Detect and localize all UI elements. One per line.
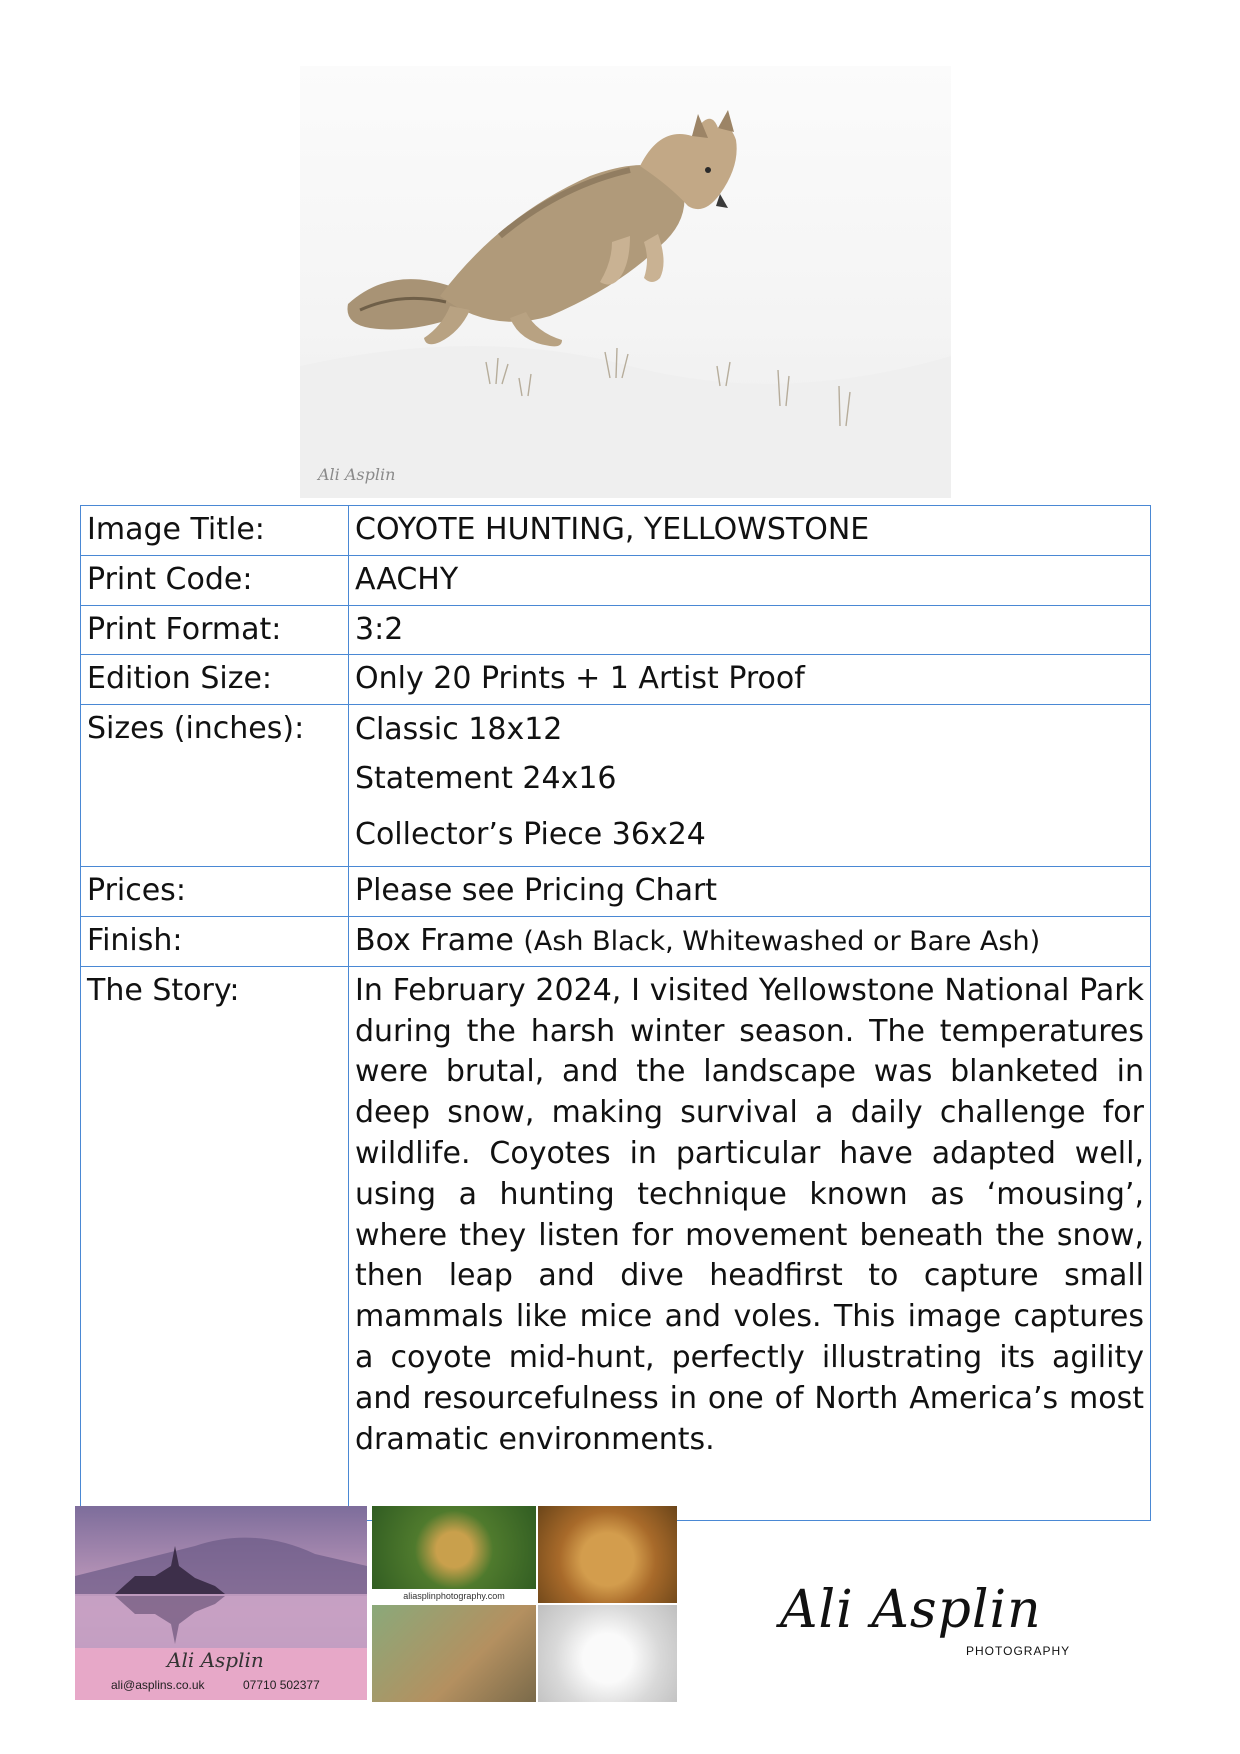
image-title-value: COYOTE HUNTING, YELLOWSTONE <box>349 506 1151 556</box>
brand-signature: Ali Asplin <box>780 1580 1042 1640</box>
table-row <box>81 867 1151 917</box>
print-format-label: Print Format: <box>81 605 349 655</box>
card-email: ali@asplins.co.uk <box>111 1678 205 1692</box>
prices-label: Prices: <box>81 867 349 917</box>
brand-logo <box>780 1580 1080 1670</box>
finish-value <box>349 916 1151 966</box>
size-classic: Classic 18x12 <box>355 712 563 748</box>
hero-signature-watermark: Ali Asplin <box>318 465 396 484</box>
collage-lion-photo <box>538 1506 677 1603</box>
photo-collage <box>372 1506 675 1700</box>
collage-birds-photo <box>372 1605 536 1702</box>
table-row <box>81 916 1151 966</box>
size-collectors-piece: Collector’s Piece 36x24 <box>355 816 706 852</box>
collage-polar-bear-photo <box>538 1605 677 1702</box>
table-row <box>81 705 1151 867</box>
story-label: The Story: <box>81 966 349 1521</box>
collage-website-url: aliasplinphotography.com <box>372 1589 536 1603</box>
card-phone: 07710 502377 <box>243 1678 320 1692</box>
print-code-value: AACHY <box>349 555 1151 605</box>
size-statement: Statement 24x16 <box>355 761 617 797</box>
table-row <box>81 555 1151 605</box>
table-row <box>81 966 1151 1521</box>
edition-size-label: Edition Size: <box>81 655 349 705</box>
print-code-label: Print Code: <box>81 555 349 605</box>
finish-options: (Ash Black, Whitewashed or Bare Ash) <box>523 925 1041 957</box>
print-format-value: 3:2 <box>349 605 1151 655</box>
edition-size-value: Only 20 Prints + 1 Artist Proof <box>349 655 1151 705</box>
coyote-illustration <box>300 66 951 498</box>
table-row <box>81 655 1151 705</box>
image-title-label: Image Title: <box>81 506 349 556</box>
story-text: In February 2024, I visited Yellowstone National Park during the harsh winter season. The temperatures were brutal, and the landscape was blanketed in deep snow, making survival a daily challenge for wildlife. Coyotes in particular have adapted well, using a hunting technique known as ‘mousing’, where they listen for movement beneath the snow, then leap and dive headfirst to capture small mammals like mice and voles. This image captures a coyote mid-hunt, perfectly illustrating its agility and resourcefulness in one of North America’s most dramatic environments. <box>349 966 1151 1521</box>
prices-value: Please see Pricing Chart <box>349 867 1151 917</box>
table-row <box>81 605 1151 655</box>
finish-label: Finish: <box>81 916 349 966</box>
brand-subtitle: PHOTOGRAPHY <box>966 1644 1071 1658</box>
sizes-value <box>349 705 1151 867</box>
finish-main: Box Frame <box>355 922 514 958</box>
sizes-label: Sizes (inches): <box>81 705 349 867</box>
table-row <box>81 506 1151 556</box>
hero-photo <box>300 66 951 498</box>
business-card-thumbnail <box>75 1506 367 1700</box>
collage-jaguar-photo <box>372 1506 536 1603</box>
card-signature: Ali Asplin <box>167 1648 264 1672</box>
print-spec-table <box>80 505 1151 1521</box>
